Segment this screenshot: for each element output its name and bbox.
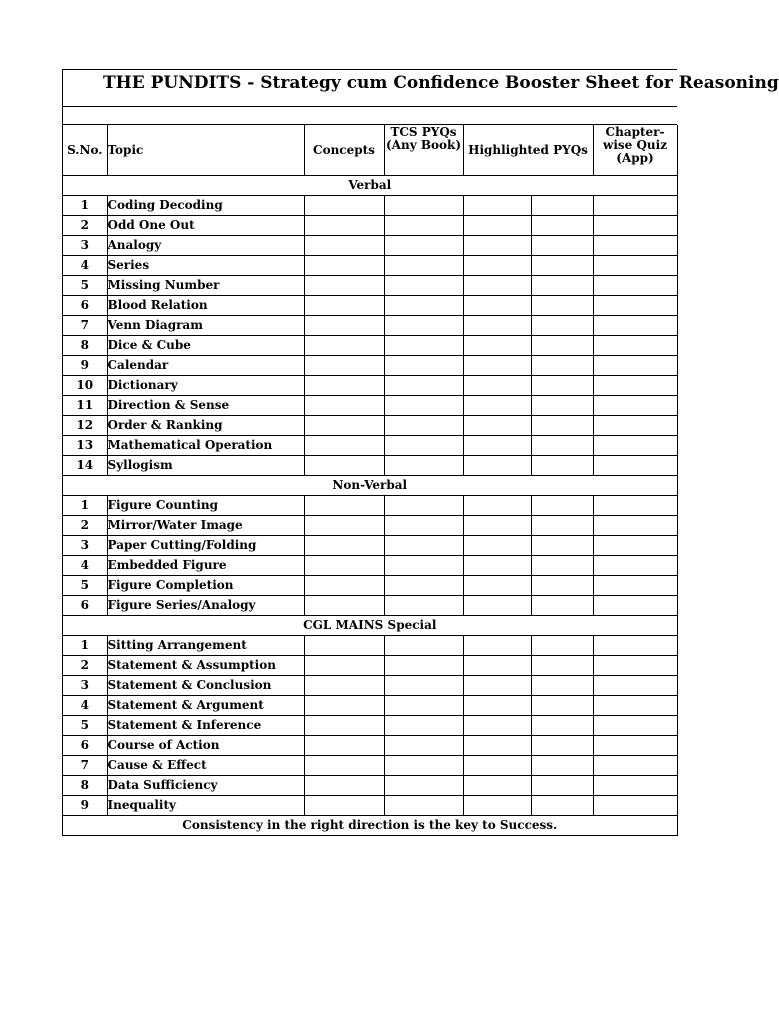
section-row <box>63 176 677 196</box>
concepts-cell <box>304 636 384 656</box>
highlighted-pyqs-cell <box>531 596 593 616</box>
serial-number: 7 <box>63 756 107 776</box>
header-sno: S.No. <box>63 125 107 176</box>
topic-name: Mirror/Water Image <box>107 516 304 536</box>
section-title: CGL MAINS Special <box>303 618 437 632</box>
table-row <box>63 556 677 576</box>
highlighted-pyqs-cell <box>463 376 531 396</box>
serial-number: 6 <box>63 596 107 616</box>
tcs-pyqs-cell <box>384 696 463 716</box>
tcs-pyqs-cell <box>384 396 463 416</box>
tcs-pyqs-cell <box>384 256 463 276</box>
chapter-quiz-cell <box>593 556 677 576</box>
table-row <box>63 796 677 816</box>
serial-number: 2 <box>63 216 107 236</box>
highlighted-pyqs-cell <box>531 656 593 676</box>
serial-number: 14 <box>63 456 107 476</box>
chapter-quiz-cell <box>593 296 677 316</box>
concepts-cell <box>304 316 384 336</box>
highlighted-pyqs-cell <box>463 656 531 676</box>
highlighted-pyqs-cell <box>463 756 531 776</box>
serial-number: 9 <box>63 796 107 816</box>
concepts-cell <box>304 296 384 316</box>
highlighted-pyqs-cell <box>463 456 531 476</box>
blank-row <box>63 107 677 125</box>
tcs-pyqs-cell <box>384 776 463 796</box>
chapter-quiz-cell <box>593 456 677 476</box>
concepts-cell <box>304 576 384 596</box>
tcs-pyqs-cell <box>384 416 463 436</box>
tcs-pyqs-cell <box>384 336 463 356</box>
tcs-pyqs-cell <box>384 296 463 316</box>
highlighted-pyqs-cell <box>463 276 531 296</box>
table-row <box>63 236 677 256</box>
highlighted-pyqs-cell <box>463 576 531 596</box>
section-row <box>63 616 677 636</box>
chapter-quiz-cell <box>593 696 677 716</box>
highlighted-pyqs-cell <box>463 596 531 616</box>
concepts-cell <box>304 236 384 256</box>
table-row <box>63 416 677 436</box>
chapter-quiz-cell <box>593 596 677 616</box>
concepts-cell <box>304 596 384 616</box>
chapter-quiz-cell <box>593 336 677 356</box>
tcs-pyqs-cell <box>384 496 463 516</box>
highlighted-pyqs-cell <box>463 416 531 436</box>
serial-number: 1 <box>63 196 107 216</box>
footer-cell <box>63 816 677 836</box>
tcs-pyqs-cell <box>384 216 463 236</box>
tcs-pyqs-cell <box>384 436 463 456</box>
header-tcs-pyqs: TCS PYQs (Any Book) <box>384 125 463 176</box>
highlighted-pyqs-cell <box>531 536 593 556</box>
serial-number: 5 <box>63 276 107 296</box>
concepts-cell <box>304 396 384 416</box>
table-row <box>63 296 677 316</box>
serial-number: 13 <box>63 436 107 456</box>
concepts-cell <box>304 356 384 376</box>
chapter-quiz-cell <box>593 676 677 696</box>
chapter-quiz-cell <box>593 236 677 256</box>
header-chapter-quiz: Chapter- wise Quiz (App) <box>593 125 677 176</box>
table-row <box>63 736 677 756</box>
serial-number: 3 <box>63 236 107 256</box>
serial-number: 11 <box>63 396 107 416</box>
table-row <box>63 256 677 276</box>
highlighted-pyqs-cell <box>531 196 593 216</box>
serial-number: 4 <box>63 556 107 576</box>
topic-name: Blood Relation <box>107 296 304 316</box>
topic-name: Dictionary <box>107 376 304 396</box>
highlighted-pyqs-cell <box>463 716 531 736</box>
topic-name: Course of Action <box>107 736 304 756</box>
tcs-pyqs-cell <box>384 516 463 536</box>
topic-name: Embedded Figure <box>107 556 304 576</box>
table-row <box>63 376 677 396</box>
header-concepts: Concepts <box>304 125 384 176</box>
table-row <box>63 276 677 296</box>
section-title: Non-Verbal <box>332 478 408 492</box>
highlighted-pyqs-cell <box>531 636 593 656</box>
topic-name: Calendar <box>107 356 304 376</box>
chapter-quiz-cell <box>593 536 677 556</box>
topic-name: Paper Cutting/Folding <box>107 536 304 556</box>
chapter-quiz-cell <box>593 636 677 656</box>
topic-name: Statement & Conclusion <box>107 676 304 696</box>
chapter-quiz-cell <box>593 516 677 536</box>
chapter-quiz-cell <box>593 396 677 416</box>
table-row <box>63 516 677 536</box>
footer-text: Consistency in the right direction is the key to Success. <box>182 818 558 832</box>
table-row <box>63 696 677 716</box>
topic-name: Statement & Assumption <box>107 656 304 676</box>
concepts-cell <box>304 536 384 556</box>
table-row <box>63 636 677 656</box>
highlighted-pyqs-cell <box>531 316 593 336</box>
serial-number: 2 <box>63 656 107 676</box>
highlighted-pyqs-cell <box>531 356 593 376</box>
concepts-cell <box>304 656 384 676</box>
table-row <box>63 316 677 336</box>
title-row <box>63 70 779 107</box>
section-title: Verbal <box>348 178 392 192</box>
highlighted-pyqs-cell <box>463 516 531 536</box>
highlighted-pyqs-cell <box>463 496 531 516</box>
highlighted-pyqs-cell <box>531 576 593 596</box>
tcs-pyqs-cell <box>384 736 463 756</box>
highlighted-pyqs-cell <box>531 736 593 756</box>
topic-name: Dice & Cube <box>107 336 304 356</box>
strategy-sheet <box>62 69 779 836</box>
serial-number: 3 <box>63 536 107 556</box>
chapter-quiz-cell <box>593 376 677 396</box>
highlighted-pyqs-cell <box>463 216 531 236</box>
sheet-title: THE PUNDITS - Strategy cum Confidence Booster Sheet for Reasoning <box>103 73 779 93</box>
table-row <box>63 676 677 696</box>
concepts-cell <box>304 516 384 536</box>
topic-name: Missing Number <box>107 276 304 296</box>
tcs-pyqs-cell <box>384 196 463 216</box>
serial-number: 5 <box>63 716 107 736</box>
tcs-pyqs-cell <box>384 676 463 696</box>
chapter-quiz-cell <box>593 276 677 296</box>
section-header <box>63 176 677 196</box>
concepts-cell <box>304 376 384 396</box>
serial-number: 8 <box>63 776 107 796</box>
topic-name: Figure Series/Analogy <box>107 596 304 616</box>
serial-number: 8 <box>63 336 107 356</box>
tcs-pyqs-cell <box>384 716 463 736</box>
concepts-cell <box>304 736 384 756</box>
topic-name: Coding Decoding <box>107 196 304 216</box>
highlighted-pyqs-cell <box>463 296 531 316</box>
table-row <box>63 216 677 236</box>
concepts-cell <box>304 776 384 796</box>
tcs-pyqs-cell <box>384 276 463 296</box>
topic-table <box>63 125 678 836</box>
highlighted-pyqs-cell <box>463 556 531 576</box>
topic-name: Sitting Arrangement <box>107 636 304 656</box>
footer-row <box>63 816 677 836</box>
topic-name: Figure Completion <box>107 576 304 596</box>
section-header <box>63 616 677 636</box>
highlighted-pyqs-cell <box>463 676 531 696</box>
chapter-quiz-cell <box>593 216 677 236</box>
chapter-quiz-cell <box>593 496 677 516</box>
serial-number: 6 <box>63 296 107 316</box>
table-row <box>63 196 677 216</box>
tcs-pyqs-cell <box>384 756 463 776</box>
tcs-pyqs-cell <box>384 636 463 656</box>
concepts-cell <box>304 196 384 216</box>
highlighted-pyqs-cell <box>531 376 593 396</box>
table-row <box>63 496 677 516</box>
table-row <box>63 596 677 616</box>
highlighted-pyqs-cell <box>463 776 531 796</box>
highlighted-pyqs-cell <box>531 516 593 536</box>
topic-name: Cause & Effect <box>107 756 304 776</box>
highlighted-pyqs-cell <box>531 336 593 356</box>
header-row <box>63 125 677 176</box>
concepts-cell <box>304 696 384 716</box>
chapter-quiz-cell <box>593 316 677 336</box>
highlighted-pyqs-cell <box>531 276 593 296</box>
serial-number: 1 <box>63 496 107 516</box>
table-row <box>63 396 677 416</box>
chapter-quiz-cell <box>593 416 677 436</box>
chapter-quiz-cell <box>593 756 677 776</box>
highlighted-pyqs-cell <box>463 316 531 336</box>
serial-number: 7 <box>63 316 107 336</box>
serial-number: 4 <box>63 696 107 716</box>
topic-name: Series <box>107 256 304 276</box>
highlighted-pyqs-cell <box>531 796 593 816</box>
header-highlighted-pyqs: Highlighted PYQs <box>463 125 593 176</box>
highlighted-pyqs-cell <box>463 236 531 256</box>
serial-number: 10 <box>63 376 107 396</box>
highlighted-pyqs-cell <box>463 336 531 356</box>
chapter-quiz-cell <box>593 656 677 676</box>
highlighted-pyqs-cell <box>463 796 531 816</box>
table-row <box>63 756 677 776</box>
topic-name: Venn Diagram <box>107 316 304 336</box>
concepts-cell <box>304 276 384 296</box>
highlighted-pyqs-cell <box>463 396 531 416</box>
highlighted-pyqs-cell <box>463 696 531 716</box>
highlighted-pyqs-cell <box>463 196 531 216</box>
tcs-pyqs-cell <box>384 656 463 676</box>
chapter-quiz-cell <box>593 436 677 456</box>
topic-name: Odd One Out <box>107 216 304 236</box>
highlighted-pyqs-cell <box>531 416 593 436</box>
serial-number: 12 <box>63 416 107 436</box>
concepts-cell <box>304 336 384 356</box>
chapter-quiz-cell <box>593 776 677 796</box>
chapter-quiz-cell <box>593 576 677 596</box>
tcs-pyqs-cell <box>384 796 463 816</box>
tcs-pyqs-cell <box>384 356 463 376</box>
table-row <box>63 656 677 676</box>
table-row <box>63 716 677 736</box>
highlighted-pyqs-cell <box>531 756 593 776</box>
concepts-cell <box>304 716 384 736</box>
highlighted-pyqs-cell <box>531 216 593 236</box>
concepts-cell <box>304 216 384 236</box>
highlighted-pyqs-cell <box>463 256 531 276</box>
highlighted-pyqs-cell <box>531 716 593 736</box>
topic-name: Syllogism <box>107 456 304 476</box>
tcs-pyqs-cell <box>384 376 463 396</box>
table-row <box>63 536 677 556</box>
highlighted-pyqs-cell <box>463 356 531 376</box>
highlighted-pyqs-cell <box>531 456 593 476</box>
tcs-pyqs-cell <box>384 236 463 256</box>
header-topic: Topic <box>107 125 304 176</box>
highlighted-pyqs-cell <box>531 696 593 716</box>
topic-name: Statement & Argument <box>107 696 304 716</box>
tcs-pyqs-cell <box>384 576 463 596</box>
chapter-quiz-cell <box>593 736 677 756</box>
chapter-quiz-cell <box>593 796 677 816</box>
serial-number: 4 <box>63 256 107 276</box>
tcs-pyqs-cell <box>384 536 463 556</box>
highlighted-pyqs-cell <box>531 256 593 276</box>
highlighted-pyqs-cell <box>463 636 531 656</box>
highlighted-pyqs-cell <box>531 436 593 456</box>
table-body <box>63 125 677 836</box>
serial-number: 3 <box>63 676 107 696</box>
chapter-quiz-cell <box>593 196 677 216</box>
serial-number: 5 <box>63 576 107 596</box>
highlighted-pyqs-cell <box>463 436 531 456</box>
concepts-cell <box>304 796 384 816</box>
tcs-pyqs-cell <box>384 596 463 616</box>
table-row <box>63 336 677 356</box>
topic-name: Analogy <box>107 236 304 256</box>
concepts-cell <box>304 756 384 776</box>
serial-number: 1 <box>63 636 107 656</box>
topic-name: Mathematical Operation <box>107 436 304 456</box>
topic-name: Direction & Sense <box>107 396 304 416</box>
concepts-cell <box>304 416 384 436</box>
concepts-cell <box>304 496 384 516</box>
topic-name: Statement & Inference <box>107 716 304 736</box>
highlighted-pyqs-cell <box>531 236 593 256</box>
table-row <box>63 436 677 456</box>
table-row <box>63 576 677 596</box>
table-row <box>63 456 677 476</box>
chapter-quiz-cell <box>593 356 677 376</box>
section-header <box>63 476 677 496</box>
concepts-cell <box>304 436 384 456</box>
tcs-pyqs-cell <box>384 316 463 336</box>
topic-name: Figure Counting <box>107 496 304 516</box>
concepts-cell <box>304 676 384 696</box>
concepts-cell <box>304 456 384 476</box>
table-row <box>63 356 677 376</box>
topic-name: Data Sufficiency <box>107 776 304 796</box>
highlighted-pyqs-cell <box>531 776 593 796</box>
serial-number: 2 <box>63 516 107 536</box>
table-row <box>63 776 677 796</box>
highlighted-pyqs-cell <box>463 736 531 756</box>
highlighted-pyqs-cell <box>531 496 593 516</box>
highlighted-pyqs-cell <box>531 676 593 696</box>
tcs-pyqs-cell <box>384 556 463 576</box>
topic-name: Inequality <box>107 796 304 816</box>
chapter-quiz-cell <box>593 716 677 736</box>
serial-number: 9 <box>63 356 107 376</box>
highlighted-pyqs-cell <box>531 396 593 416</box>
highlighted-pyqs-cell <box>531 556 593 576</box>
chapter-quiz-cell <box>593 256 677 276</box>
highlighted-pyqs-cell <box>531 296 593 316</box>
serial-number: 6 <box>63 736 107 756</box>
section-row <box>63 476 677 496</box>
concepts-cell <box>304 256 384 276</box>
concepts-cell <box>304 556 384 576</box>
highlighted-pyqs-cell <box>463 536 531 556</box>
topic-name: Order & Ranking <box>107 416 304 436</box>
tcs-pyqs-cell <box>384 456 463 476</box>
